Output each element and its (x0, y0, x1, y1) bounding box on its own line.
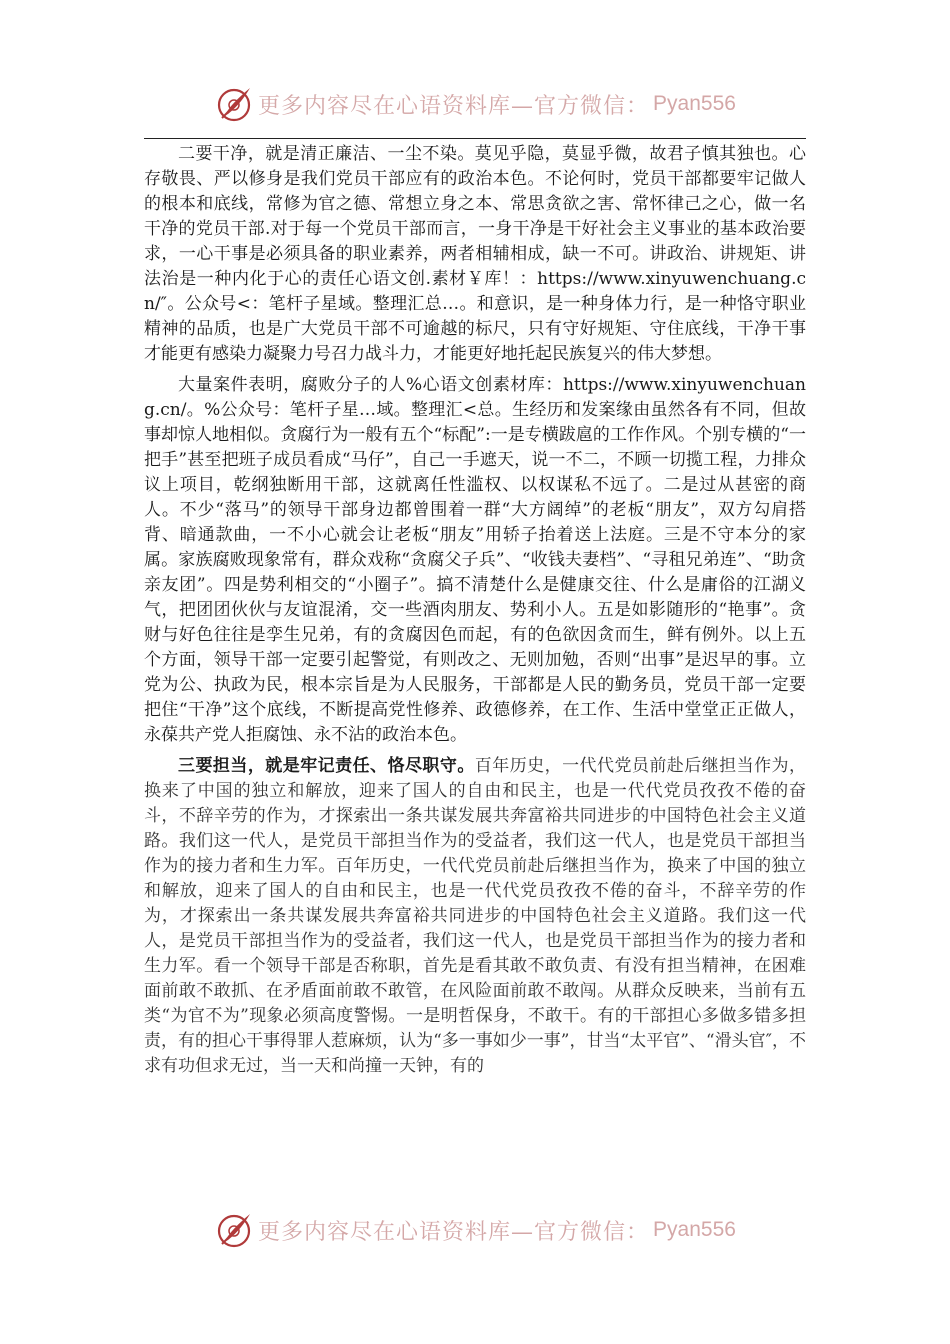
banner-text: 更多内容尽在心语资料库—官方微信： (258, 93, 650, 119)
paragraph-body: 百年历史，一代代党员前赴后继担当作为，换来了中国的独立和解放，迎来了国人的自由和民主，也是一代代党员孜孜不倦的奋斗，不辞辛劳的作为，才探索出一条共谋发展共奔富裕共同进步的中国特色社会主义道路。我们这一代人，是党员干部担当作为的受益者，我们这一代人，也是党员干部担当作为的接力者和生力军。百年历史，一代代党员前赴后继担当作为，换来了中国的独立和解放，迎来了国人的自由和民主，也是一代代党员孜孜不倦的奋斗，不辞辛劳的作为，才探索出一条共谋发展共奔富裕共同进步的中国特色社会主义道路。我们这一代人，是党员干部担当作为的受益者，我们这一代人，也是党员干部担当作为的接力者和生力军。看一个领导干部是否称职，首先是看其敢不敢负责、有没有担当精神，在困难面前敢不敢抓、在矛盾面前敢不敢管，在风险面前敢不敢闯。从群众反映来，当前有五类“为官不为”现象必须高度警惕。一是明哲保身，不敢干。有的干部担心多做多错多担责，有的担心干事得罪人惹麻烦，认为“多一事如少一事”，甘当“太平官”、“滑头官″，不求有功但求无过，当一天和尚撞一天钟，有的 (144, 756, 807, 1076)
paragraph-clean: 二要干净，就是清正廉洁、一尘不染。莫见乎隐，莫显乎微，故君子慎其独也。心存敬畏、严以修身是我们党员干部应有的政治本色。不论何时，党员干部都要牢记做人的根本和底线，常修为官之德、常想立身之本、常思贪欲之害、常怀律己之心，做一名干净的党员干部.对于每一个党员干部而言，一身干净是干好社会主义事业的基本政治要求，一心干事是必须具备的职业素养，两者相辅相成，缺一不可。讲政治、讲规矩、讲法治是一种内化于心的责任心语文创.素材￥库！：https://www.xinyuwenchuang.cn/″。公众号<：笔杆子星域。整理汇总…。和意识，是一种身体力行，是一种恪守职业精神的品质，也是广大党员干部不可逾越的标尺，只有守好规矩、守住底线，干净干事才能更有感染力凝聚力号召力战斗力，才能更好地托起民族复兴的伟大梦想。 (144, 144, 806, 364)
header-banner (0, 82, 950, 126)
banner-wechat-id: Pyan556 (653, 92, 736, 115)
paragraph-cases: 大量案件表明，腐败分子的人%心语文创素材库：https://www.xinyuwenchuang.cn/。%公众号：笔杆子星…域。整理汇<总。生经历和发案缘由虽然各有不同，但故事却惊人地相似。贪腐行为一般有五个“标配”:一是专横跋扈的工作作风。个别专横的“一把手”甚至把班子成员看成“马仔”，自己一手遮天，说一不二，不顾一切揽工程，力排众议上项目，乾纲独断用干部，这就离任性滥权、以权谋私不远了。二是过从甚密的商人。不少“落马”的领导干部身边都曾围着一群“大方阔绰”的老板“朋友”，双方勾肩搭背、暗通款曲，一不小心就会让老板“朋友”用轿子抬着送上法庭。三是不守本分的家属。家族腐败现象常有，群众戏称“贪腐父子兵”、“收钱夫妻档”、“寻租兄弟连”、“助贪亲友团”。四是势利相交的“小圈子”。搞不清楚什么是健康交往、什么是庸俗的江湖义气，把团团伙伙与友谊混淆，交一些酒肉朋友、势利小人。五是如影随形的“艳事”。贪财与好色往往是孪生兄弟，有的贪腐因色而起，有的色欲因贪而生，鲜有例外。以上五个方面，领导干部一定要引起警觉，有则改之、无则加勉，否则“出事”是迟早的事。立党为公、执政为民，根本宗旨是为人民服务，干部都是人民的勤务员，党员干部一定要把住“干净”这个底线，不断提高党性修养、政德修养，在工作、生活中堂堂正正做人，永葆共产党人拒腐蚀、永不沾的政治本色。 (144, 375, 806, 745)
document-body (144, 142, 806, 1085)
banner-wechat-id: Pyan556 (653, 1218, 736, 1241)
paragraph-responsibility (144, 754, 806, 1079)
quill-logo-icon (214, 84, 254, 124)
quill-logo-icon (214, 1210, 254, 1250)
footer-banner (0, 1208, 950, 1252)
paragraph-lead: 三要担当，就是牢记责任、恪尽职守。 (178, 756, 475, 776)
banner-text: 更多内容尽在心语资料库—官方微信： (258, 1219, 650, 1245)
header-rule (144, 138, 806, 139)
